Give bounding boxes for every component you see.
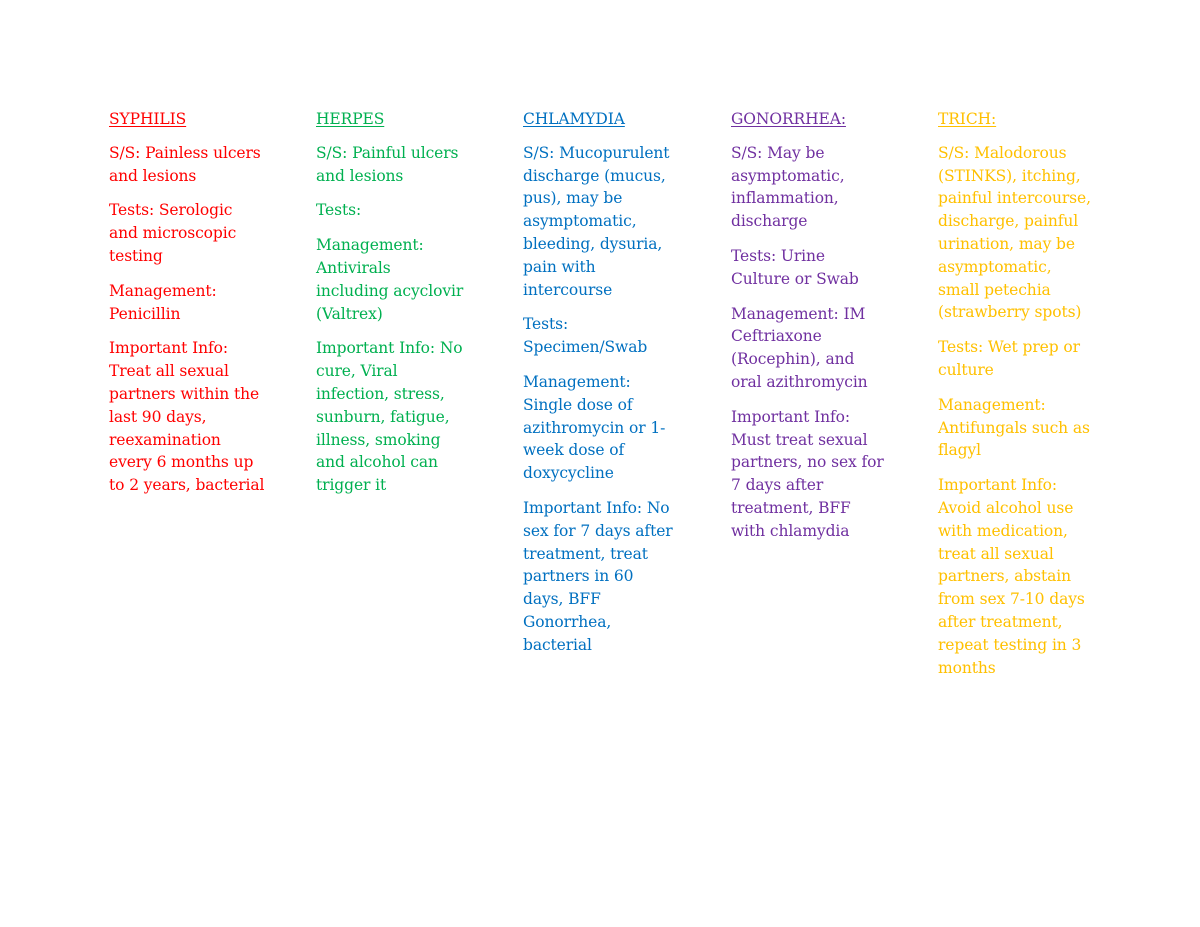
chlamydia-signs-symptoms: S/S: Mucopurulent discharge (mucus, pus), may be asymptomatic, bleeding, dysuria, pain with intercourse xyxy=(523,143,670,299)
herpes-management: Management: Antivirals including acyclovir (Valtrex) xyxy=(316,236,464,323)
trich-management: Management: Antifungals such as flagyl xyxy=(938,395,1090,460)
herpes-heading: HERPES xyxy=(316,110,385,128)
syphilis-important-info: Important Info: Treat all sexual partners within the last 90 days, reexamination every 6 months up to 2 years, bacterial xyxy=(109,339,265,495)
gonorrhea-column xyxy=(731,108,891,555)
herpes-column xyxy=(316,108,476,509)
chlamydia-column xyxy=(523,108,683,669)
syphilis-signs-symptoms: S/S: Painless ulcers and lesions xyxy=(109,143,261,185)
gonorrhea-management: Management: IM Ceftriaxone (Rocephin), and oral azithromycin xyxy=(731,304,868,391)
trich-signs-symptoms: S/S: Malodorous (STINKS), itching, painful intercourse, discharge, painful urination, may be asymptomatic, small petechia (strawberry spots) xyxy=(938,143,1091,322)
syphilis-management: Management: Penicillin xyxy=(109,281,217,323)
chlamydia-important-info: Important Info: No sex for 7 days after treatment, treat partners in 60 days, BFF Gonorrhea, bacterial xyxy=(523,498,673,654)
syphilis-tests: Tests: Serologic and microscopic testing xyxy=(109,201,237,265)
trich-important-info: Important Info: Avoid alcohol use with medication, treat all sexual partners, abstain from sex 7-10 days after treatment, repeat testing in 3 months xyxy=(938,476,1085,677)
trich-tests: Tests: Wet prep or culture xyxy=(938,338,1080,379)
chlamydia-tests: Tests: Specimen/Swab xyxy=(523,315,648,357)
chlamydia-heading: CHLAMYDIA xyxy=(523,110,625,128)
herpes-important-info: Important Info: No cure, Viral infection, stress, sunburn, fatigue, illness, smoking and alcohol can trigger it xyxy=(316,339,463,495)
gonorrhea-important-info: Important Info: Must treat sexual partners, no sex for 7 days after treatment, BFF with chlamydia xyxy=(731,407,884,540)
herpes-tests: Tests: xyxy=(316,201,362,220)
herpes-signs-symptoms: S/S: Painful ulcers and lesions xyxy=(316,143,459,185)
syphilis-heading: SYPHILIS xyxy=(109,110,187,128)
syphilis-column xyxy=(109,108,269,509)
trich-heading: TRICH: xyxy=(938,110,997,128)
gonorrhea-heading: GONORRHEA: xyxy=(731,110,846,128)
trich-column xyxy=(938,108,1098,691)
gonorrhea-tests: Tests: Urine Culture or Swab xyxy=(731,246,859,288)
gonorrhea-signs-symptoms: S/S: May be asymptomatic, inflammation, discharge xyxy=(731,143,845,231)
chlamydia-management: Management: Single dose of azithromycin or 1- week dose of doxycycline xyxy=(523,372,666,483)
